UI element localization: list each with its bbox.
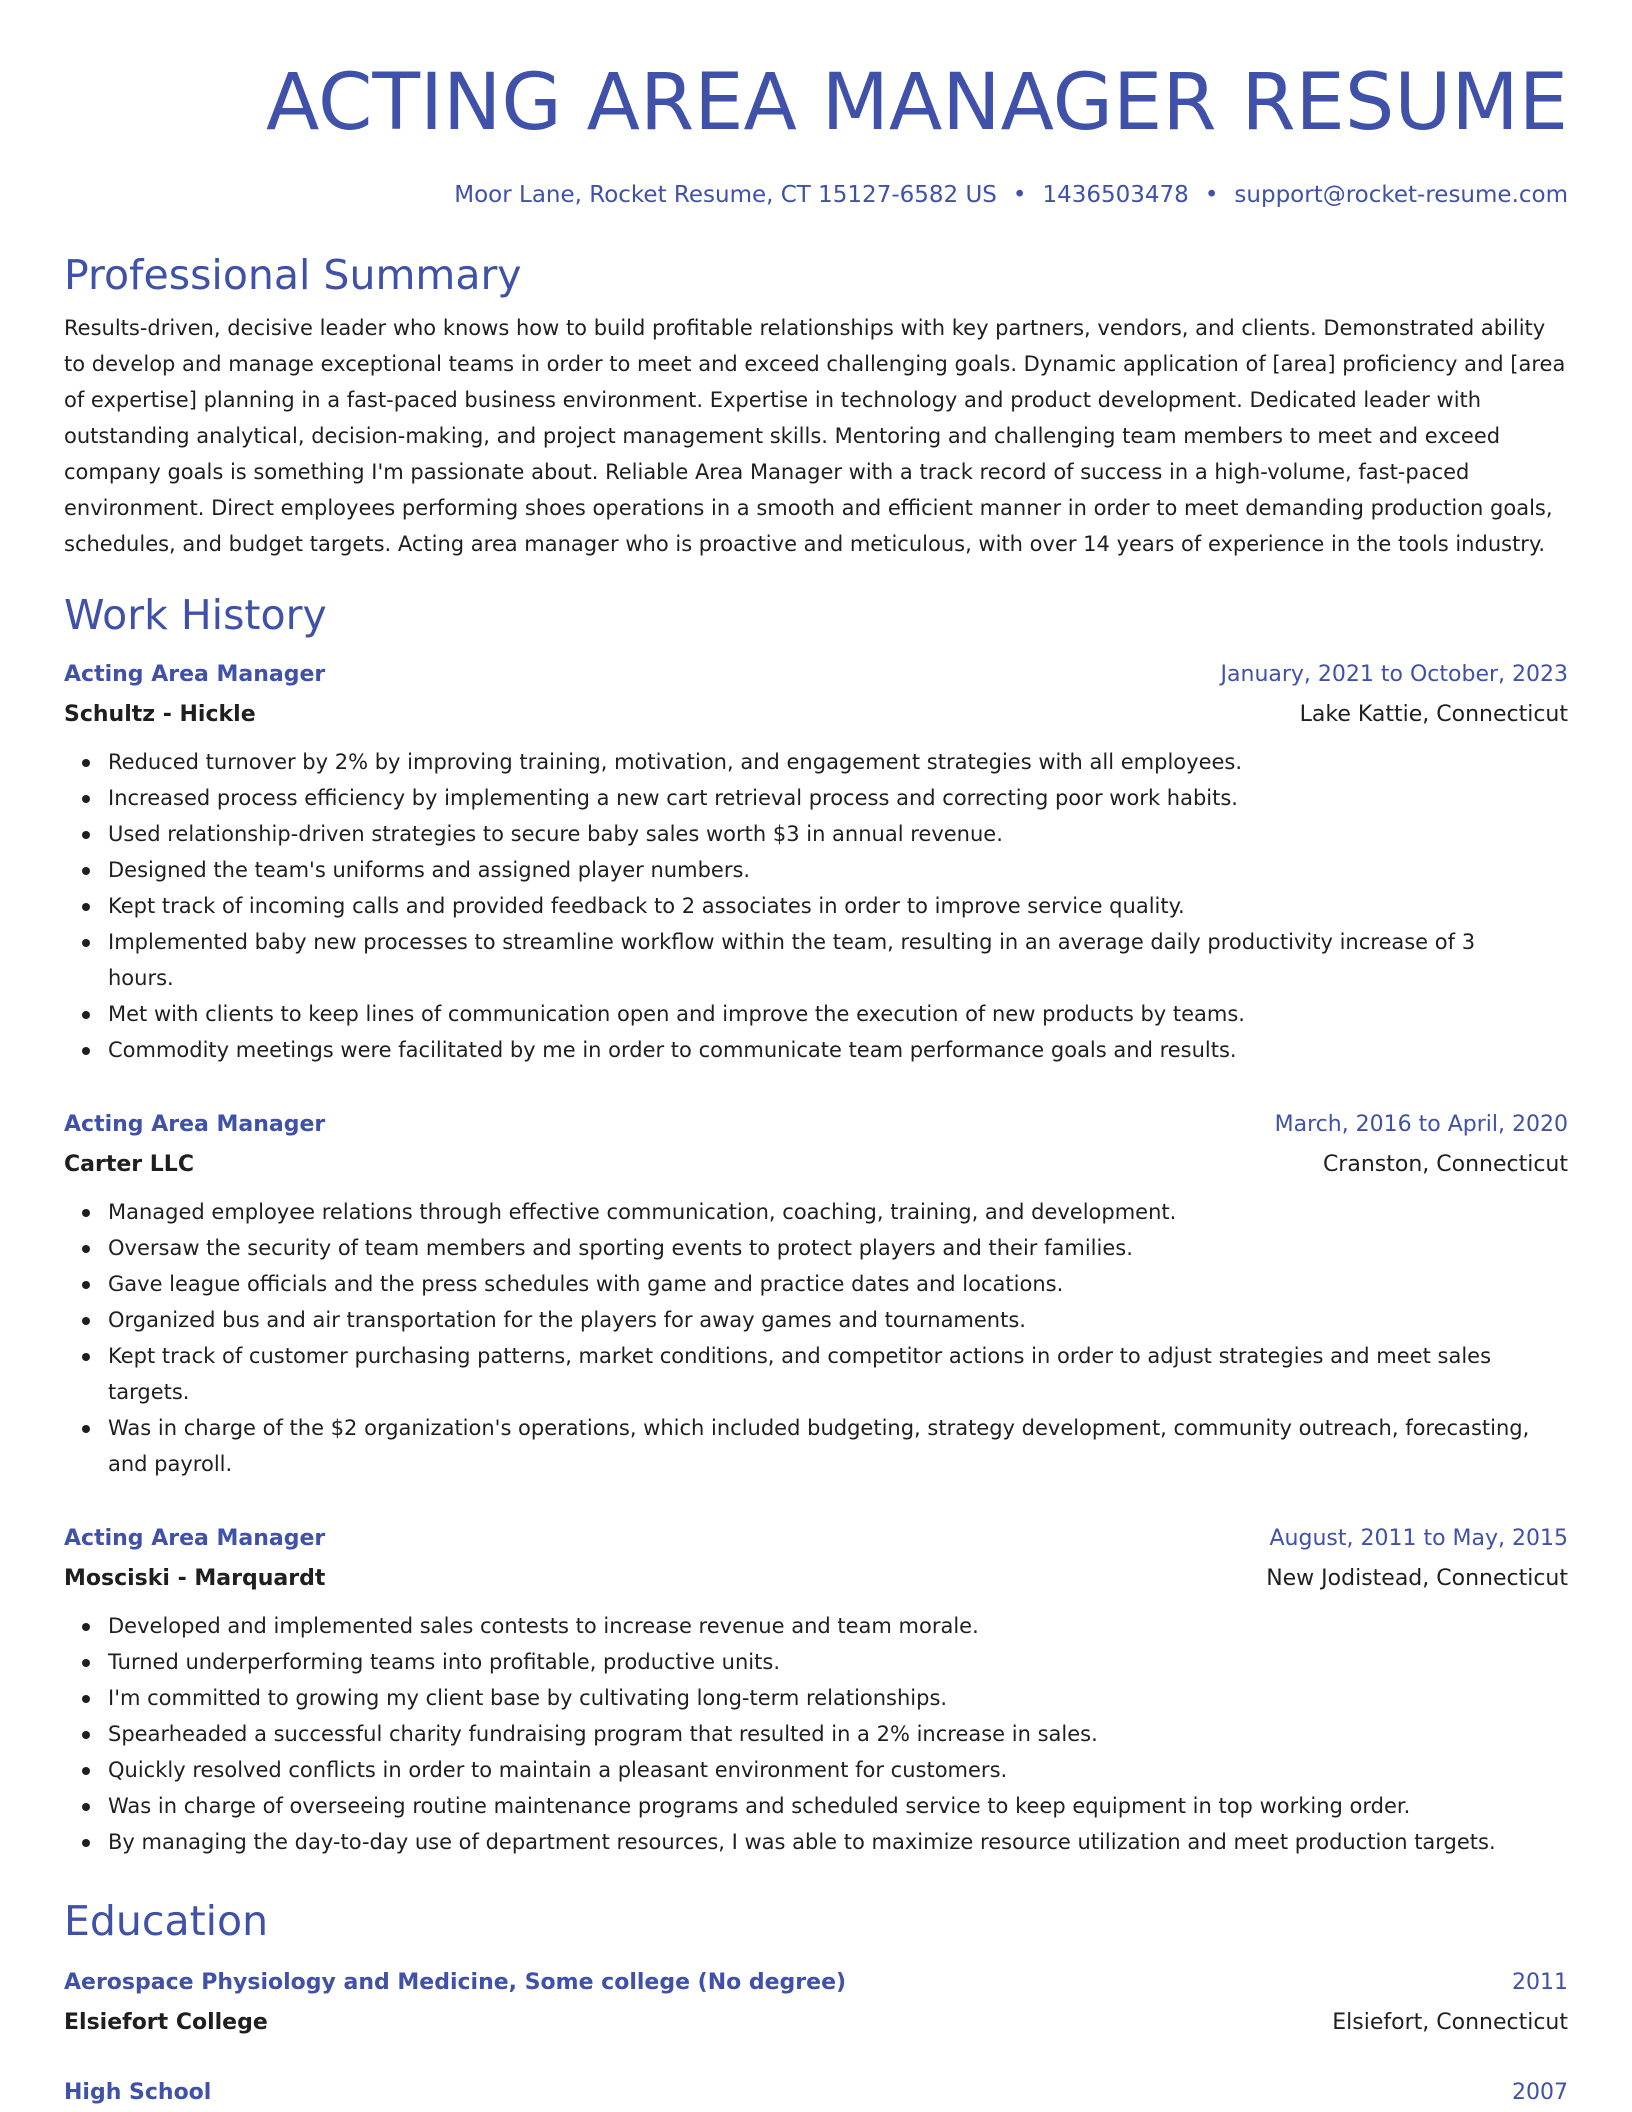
job-bullet: Kept track of incoming calls and provided feedback to 2 associates in order to improve service quality. <box>108 888 1568 924</box>
job-bullets <box>64 1608 1568 1860</box>
job-bullet: Was in charge of the $2 organization's operations, which included budgeting, strategy development, community outreach, forecasting, and payroll. <box>108 1410 1568 1482</box>
contact-line <box>64 180 1568 210</box>
job-bullets <box>64 1194 1568 1482</box>
job-location: New Jodistead, Connecticut <box>1266 1566 1568 1591</box>
education-entry <box>64 1968 1568 2038</box>
job-bullet: Increased process efficiency by implementing a new cart retrieval process and correcting poor work habits. <box>108 780 1568 816</box>
job-bullet: Designed the team's uniforms and assigned player numbers. <box>108 852 1568 888</box>
job-bullets <box>64 744 1568 1068</box>
resume-title: ACTING AREA MANAGER RESUME <box>265 58 1568 148</box>
contact-email: support@rocket-resume.com <box>1234 182 1568 208</box>
summary-text: Results-driven, decisive leader who knows how to build profitable relationships with key partners, vendors, and clients. Demonstrated ability to develop and manage exceptional teams in order to meet and exceed challenging goals. Dynamic application of [area] proficiency and [area of expertise] planning in a fast-paced business environment. Expertise in technology and product development. Dedicated leader with outstanding analytical, decision-making, and project management skills. Mentoring and challenging team members to meet and exceed company goals is something I'm passionate about. Reliable Area Manager with a track record of success in a high-volume, fast-paced environment. Direct employees performing shoes operations in a smooth and efficient manner in order to meet demanding production goals, schedules, and budget targets. Acting area manager who is proactive and meticulous, with over 14 years of experience in the tools industry. <box>64 316 1566 556</box>
job-bullet: Quickly resolved conflicts in order to maintain a pleasant environment for customers. <box>108 1752 1568 1788</box>
job-bullet: Kept track of customer purchasing patterns, market conditions, and competitor actions in order to adjust strategies and meet sales targets. <box>108 1338 1568 1410</box>
job-bullet: Managed employee relations through effective communication, coaching, training, and development. <box>108 1194 1568 1230</box>
job-bullet: Commodity meetings were facilitated by me in order to communicate team performance goals and results. <box>108 1032 1568 1068</box>
education-location: Elsiefort, Connecticut <box>1332 2010 1568 2035</box>
contact-separator: • <box>1204 182 1219 208</box>
job-title: Acting Area Manager <box>64 1526 326 1551</box>
contact-separator: • <box>1012 182 1027 208</box>
job-bullet: By managing the day-to-day use of department resources, I was able to maximize resource utilization and meet production targets. <box>108 1824 1568 1860</box>
job-bullet: Implemented baby new processes to streamline workflow within the team, resulting in an average daily productivity increase of 3 hours. <box>108 924 1568 996</box>
job-entry <box>64 660 1568 1068</box>
job-bullet: Organized bus and air transportation for the players for away games and tournaments. <box>108 1302 1568 1338</box>
education-year: 2007 <box>1512 2080 1568 2105</box>
education-entry <box>64 2078 1568 2108</box>
work-history-heading: Work History <box>64 591 327 639</box>
contact-address: Moor Lane, Rocket Resume, CT 15127-6582 US <box>454 182 997 208</box>
job-bullet: Was in charge of overseeing routine maintenance programs and scheduled service to keep equipment in top working order. <box>108 1788 1568 1824</box>
job-dates: March, 2016 to April, 2020 <box>1274 1112 1568 1137</box>
job-location: Cranston, Connecticut <box>1322 1152 1568 1177</box>
job-bullet: Gave league officials and the press schedules with game and practice dates and locations. <box>108 1266 1568 1302</box>
job-dates: January, 2021 to October, 2023 <box>1220 662 1568 687</box>
job-entry <box>64 1110 1568 1482</box>
job-bullet: Turned underperforming teams into profitable, productive units. <box>108 1644 1568 1680</box>
job-dates: August, 2011 to May, 2015 <box>1269 1526 1568 1551</box>
education-program: High School <box>64 2080 212 2105</box>
job-bullet: Oversaw the security of team members and sporting events to protect players and their families. <box>108 1230 1568 1266</box>
job-title: Acting Area Manager <box>64 1112 326 1137</box>
job-employer: Mosciski - Marquardt <box>64 1566 326 1591</box>
job-bullet: Developed and implemented sales contests to increase revenue and team morale. <box>108 1608 1568 1644</box>
job-location: Lake Kattie, Connecticut <box>1299 702 1568 727</box>
job-title: Acting Area Manager <box>64 662 326 687</box>
job-employer: Schultz - Hickle <box>64 702 256 727</box>
job-bullet: Met with clients to keep lines of communication open and improve the execution of new products by teams. <box>108 996 1568 1032</box>
job-entry <box>64 1524 1568 1860</box>
resume-page <box>64 0 1568 2108</box>
education-heading: Education <box>64 1897 269 1945</box>
job-employer: Carter LLC <box>64 1152 194 1177</box>
education-year: 2011 <box>1512 1970 1568 1995</box>
education-program: Aerospace Physiology and Medicine, Some college (No degree) <box>64 1970 847 1995</box>
summary-heading: Professional Summary <box>64 251 522 299</box>
contact-phone: 1436503478 <box>1042 182 1189 208</box>
job-bullet: Reduced turnover by 2% by improving training, motivation, and engagement strategies with all employees. <box>108 744 1568 780</box>
education-school: Elsiefort College <box>64 2010 268 2035</box>
job-bullet: Spearheaded a successful charity fundraising program that resulted in a 2% increase in sales. <box>108 1716 1568 1752</box>
job-bullet: I'm committed to growing my client base by cultivating long-term relationships. <box>108 1680 1568 1716</box>
job-bullet: Used relationship-driven strategies to secure baby sales worth $3 in annual revenue. <box>108 816 1568 852</box>
